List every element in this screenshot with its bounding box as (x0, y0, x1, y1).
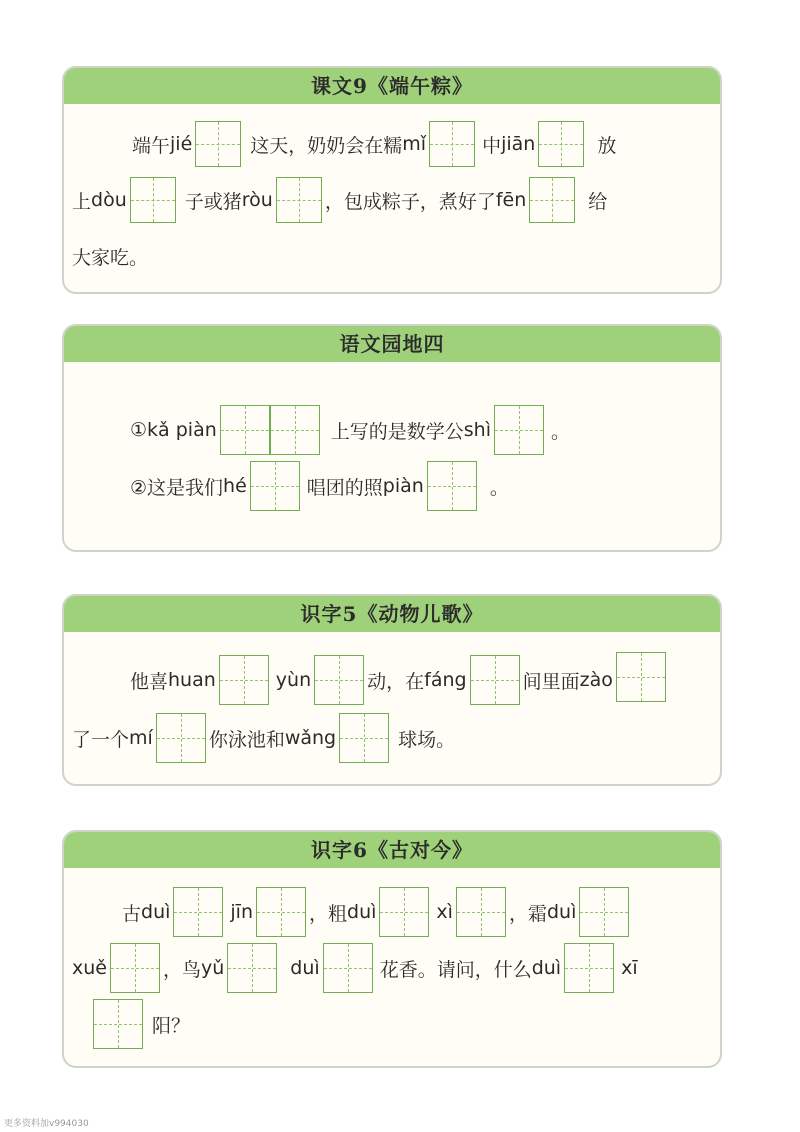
answer-box[interactable] (339, 713, 389, 763)
answer-box[interactable] (110, 943, 160, 993)
text-line (72, 116, 716, 172)
text-line (72, 228, 716, 284)
text: 唱团的照 (306, 476, 383, 499)
text: 这天，奶奶会在糯 (250, 134, 403, 157)
text: 中 (482, 134, 502, 157)
answer-box[interactable] (538, 121, 584, 167)
pinyin: xuě (72, 957, 107, 979)
answer-box[interactable] (93, 999, 143, 1049)
answer-box[interactable] (564, 943, 614, 993)
text-line (72, 652, 716, 708)
text: 间里面 (522, 670, 580, 693)
pinyin: duì (347, 901, 377, 923)
pinyin: zào (579, 669, 613, 691)
text: 花香。请问，什么 (379, 958, 532, 981)
answer-box[interactable] (220, 405, 270, 455)
pinyin: mǐ (402, 133, 427, 155)
text: 球场。 (398, 728, 456, 751)
answer-box[interactable] (427, 461, 477, 511)
card-title: 语文园地四 (64, 326, 720, 362)
pinyin: dòu (91, 189, 127, 211)
text: 子或猪 (184, 190, 242, 213)
text: 古 (122, 902, 142, 925)
pinyin: jié (170, 133, 193, 155)
pinyin: ròu (241, 189, 273, 211)
answer-box[interactable] (219, 655, 269, 705)
pinyin: duì (531, 957, 562, 979)
answer-box[interactable] (270, 405, 320, 455)
text-line (72, 884, 716, 940)
text-line (72, 172, 716, 228)
text: 他喜 (130, 670, 169, 693)
card-title: 识字6《古对今》 (64, 832, 720, 868)
card-lesson9 (62, 66, 722, 294)
pinyin: wǎng (284, 727, 337, 749)
pinyin: mí (129, 727, 153, 749)
pinyin: huan (168, 669, 216, 691)
answer-box[interactable] (156, 713, 206, 763)
text: ，包成粽子，煮好了 (324, 190, 496, 213)
card-literacy5 (62, 594, 722, 786)
pinyin: fáng (424, 669, 467, 691)
pinyin: piàn (382, 475, 424, 497)
text: ，鸟 (162, 958, 201, 981)
pinyin: yùn (275, 669, 312, 691)
text: 放 (597, 134, 617, 157)
text: 。 (551, 420, 571, 443)
answer-box[interactable] (130, 177, 176, 223)
card-literacy6 (62, 830, 722, 1068)
pinyin: duì (141, 901, 171, 923)
text: 动，在 (367, 670, 425, 693)
text-line (72, 996, 716, 1052)
footer-note: 更多资料加v994030 (4, 1119, 89, 1129)
text-line (72, 710, 716, 766)
text-line (72, 458, 716, 514)
answer-box[interactable] (616, 652, 666, 702)
pinyin: hé (223, 475, 247, 497)
card-title: 识字5《动物儿歌》 (64, 596, 720, 632)
text-line (72, 940, 716, 996)
answer-box[interactable] (379, 887, 429, 937)
card-title: 课文9《端午粽》 (64, 68, 720, 104)
answer-box[interactable] (256, 887, 306, 937)
answer-box[interactable] (227, 943, 277, 993)
answer-box[interactable] (494, 405, 544, 455)
text: 给 (588, 190, 608, 213)
answer-box[interactable] (276, 177, 322, 223)
pinyin: kǎ piàn (147, 419, 217, 441)
text: 了一个 (72, 728, 130, 751)
pinyin: fēn (495, 189, 527, 211)
pinyin: shì (463, 419, 492, 441)
pinyin: jiān (501, 133, 536, 155)
pinyin: xī (621, 957, 638, 979)
answer-box[interactable] (250, 461, 300, 511)
text: ②这是我们 (130, 476, 224, 499)
text: 你泳池和 (208, 728, 285, 751)
answer-box[interactable] (529, 177, 575, 223)
pinyin: duì (546, 901, 577, 923)
text-line (72, 402, 716, 458)
answer-box[interactable] (314, 655, 364, 705)
text: 上 (72, 190, 92, 213)
text: 上写的是数学公 (330, 420, 464, 443)
answer-box[interactable] (579, 887, 629, 937)
answer-box[interactable] (456, 887, 506, 937)
text: 。 (489, 476, 509, 499)
answer-box[interactable] (173, 887, 223, 937)
text: 阳？ (152, 1014, 191, 1037)
text: 大家吃。 (72, 246, 149, 269)
text: ，霜 (508, 902, 547, 925)
answer-box[interactable] (323, 943, 373, 993)
answer-box[interactable] (470, 655, 520, 705)
text: ，粗 (309, 902, 348, 925)
pinyin: jīn (230, 901, 254, 923)
answer-box[interactable] (429, 121, 475, 167)
pinyin: yǔ (201, 957, 225, 979)
pinyin: xì (436, 901, 453, 923)
text: 端午 (132, 134, 171, 157)
card-garden4 (62, 324, 722, 552)
answer-box[interactable] (195, 121, 241, 167)
text: ① (130, 419, 148, 441)
pinyin: duì (290, 957, 320, 979)
